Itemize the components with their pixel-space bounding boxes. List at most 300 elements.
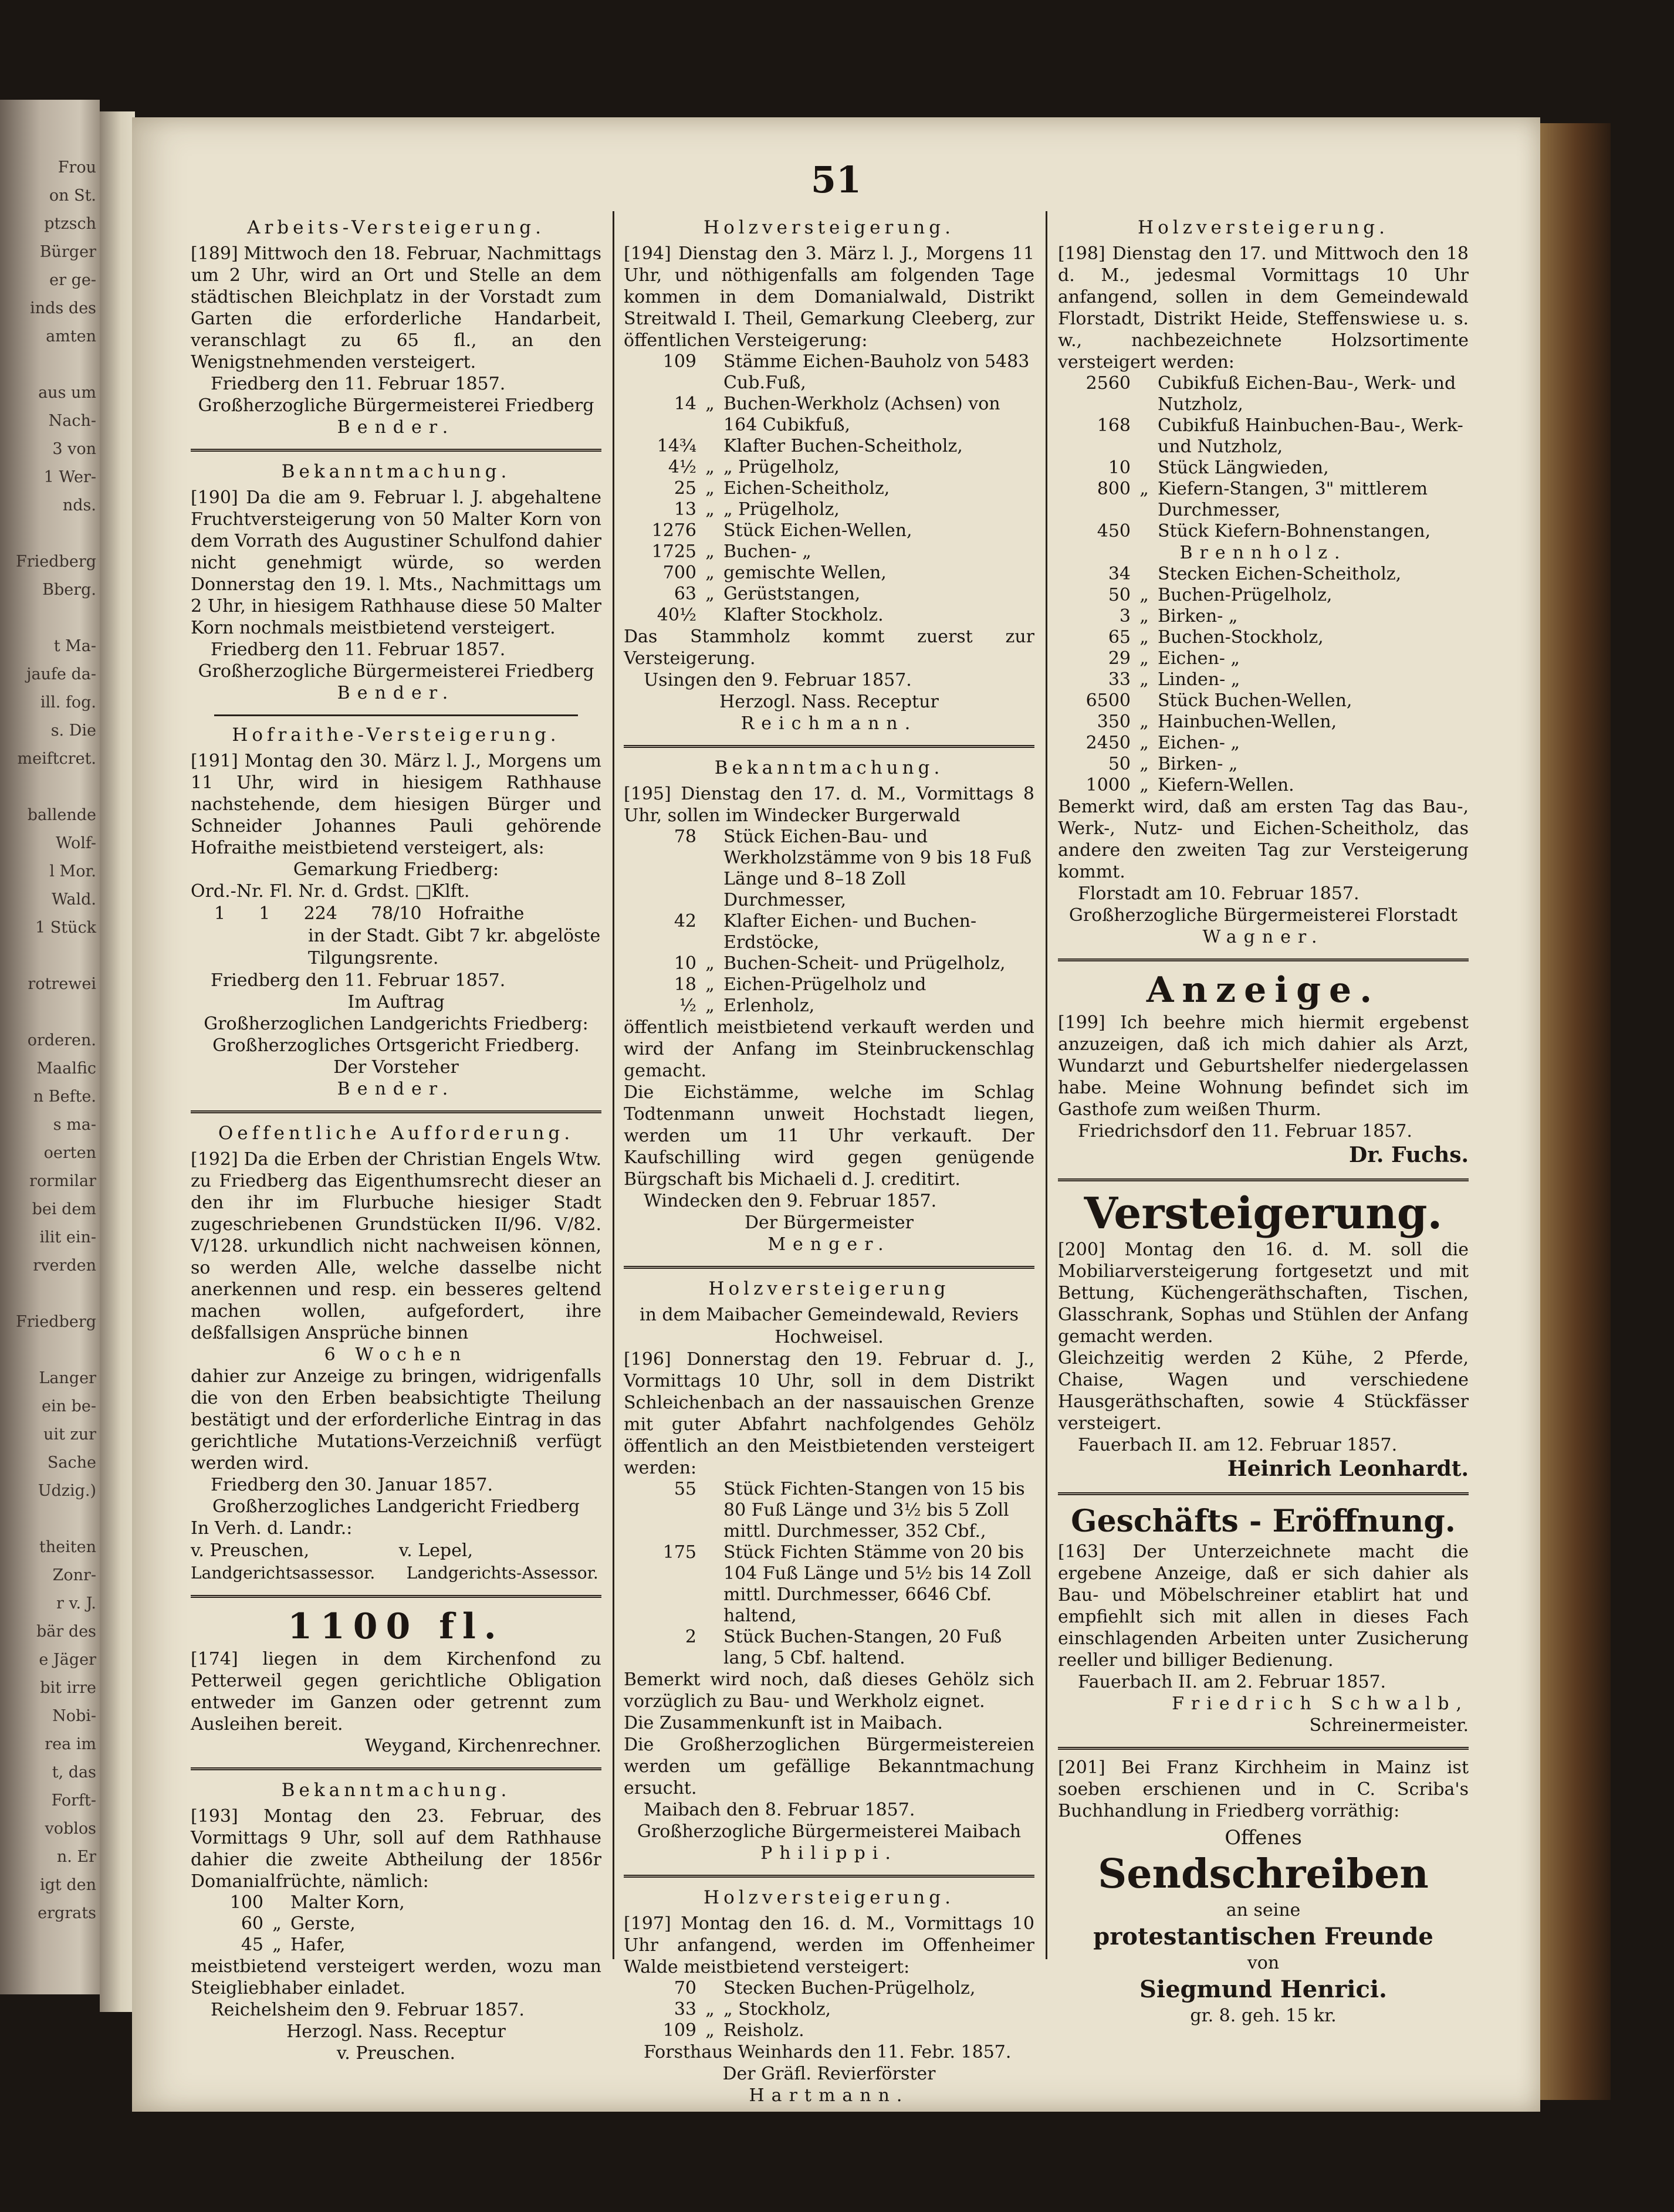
left-page-text-fragment: t Ma- bbox=[53, 637, 96, 655]
item-description: Hafer, bbox=[290, 1935, 346, 1955]
notice-text: Bemerkt wird noch, daß dieses Gehölz sich vorzüglich zu Bau- und Werkholz eignet. bbox=[624, 1669, 1034, 1712]
newspaper-page bbox=[132, 117, 1540, 2112]
list-item bbox=[1058, 733, 1469, 754]
book-spine bbox=[100, 111, 135, 2012]
notice-place-date: Friedberg den 30. Januar 1857. bbox=[211, 1475, 493, 1495]
left-page-text-fragment: Wolf- bbox=[56, 834, 96, 852]
left-page-text-fragment: Friedberg bbox=[16, 1313, 96, 1331]
list-item bbox=[1058, 690, 1469, 712]
left-page-text-fragment: bär des bbox=[36, 1622, 96, 1641]
left-page-text-fragment: ballende bbox=[27, 806, 96, 824]
item-ditto: „ bbox=[705, 995, 715, 1016]
page-number: 51 bbox=[810, 158, 862, 201]
item-list bbox=[624, 826, 1034, 1017]
list-item bbox=[624, 995, 1034, 1017]
item-ditto: „ bbox=[272, 1935, 282, 1955]
left-page-text-fragment: Friedberg bbox=[16, 553, 96, 571]
separator bbox=[1058, 1178, 1469, 1181]
item-ditto: „ bbox=[705, 584, 715, 604]
left-page-text-fragment: inds des bbox=[30, 299, 96, 317]
item-quantity: 60 bbox=[241, 1913, 263, 1934]
list-item bbox=[1058, 606, 1469, 627]
left-page-text-fragment: Frou bbox=[58, 158, 96, 177]
item-ditto: „ bbox=[705, 1999, 715, 2020]
item-quantity: 78 bbox=[674, 826, 696, 847]
item-quantity: 2560 bbox=[1085, 373, 1131, 394]
notice-gemarkung: Gemarkung Friedberg: bbox=[293, 859, 499, 880]
item-ditto bbox=[1133, 564, 1155, 585]
item-description: Stück Eichen-Bau- und Werkholzstämme von 9 bis 18 Fuß Länge und 8–18 Zoll Durchmesser, bbox=[723, 826, 1032, 910]
notice-heading: Bekanntmachung. bbox=[281, 461, 511, 482]
list-item bbox=[624, 911, 1034, 953]
item-ditto bbox=[1133, 415, 1155, 458]
column-1 bbox=[191, 211, 601, 2075]
item-ditto: „ bbox=[705, 394, 715, 414]
item-ditto bbox=[699, 826, 721, 911]
separator bbox=[191, 1767, 601, 1770]
left-page-text-fragment: rormilar bbox=[29, 1172, 96, 1190]
list-item bbox=[624, 499, 1034, 520]
column-3 bbox=[1058, 211, 1469, 2038]
left-page-text-fragment: Udzig.) bbox=[38, 1482, 96, 1500]
item-description: Buchen-Stockholz, bbox=[1158, 627, 1324, 648]
notice-201 bbox=[1058, 1757, 1469, 2027]
notice-heading: Bekanntmachung. bbox=[714, 757, 944, 778]
left-page-text-fragment: bei dem bbox=[32, 1200, 96, 1218]
list-item bbox=[1058, 458, 1469, 479]
list-item bbox=[1058, 712, 1469, 733]
item-quantity: 29 bbox=[1108, 648, 1131, 669]
notice-195 bbox=[624, 755, 1034, 1255]
notice-200 bbox=[1058, 1188, 1469, 1482]
left-page-text-fragment: ilit ein- bbox=[39, 1228, 96, 1246]
notice-heading: Anzeige. bbox=[1146, 970, 1381, 1011]
left-page-text-fragment: on St. bbox=[49, 187, 96, 205]
list-item bbox=[1058, 479, 1469, 521]
notice-199 bbox=[1058, 968, 1469, 1168]
item-description: Kiefern-Wellen. bbox=[1158, 775, 1294, 795]
book-subtitle: protestantischen Freunde bbox=[1093, 1923, 1433, 1950]
item-quantity: 2 bbox=[685, 1627, 696, 1647]
item-ditto bbox=[699, 1978, 721, 1999]
item-ditto: „ bbox=[705, 499, 715, 520]
book-title-line: von bbox=[1247, 1953, 1280, 1973]
item-list bbox=[1058, 564, 1469, 796]
item-description: Stück Buchen-Wellen, bbox=[1158, 690, 1352, 711]
item-description: Stück Längwieden, bbox=[1158, 458, 1329, 478]
separator bbox=[191, 1595, 601, 1598]
item-description: Stück Fichten Stämme von 20 bis 104 Fuß Länge und 5½ bis 14 Zoll mittl. Durchmesser, 6646 Cbf. haltend, bbox=[723, 1542, 1032, 1626]
list-item bbox=[624, 563, 1034, 584]
notice-189 bbox=[191, 215, 601, 438]
item-ditto bbox=[699, 1627, 721, 1669]
notice-heading: Geschäfts - Eröffnung. bbox=[1071, 1503, 1456, 1539]
list-item bbox=[191, 1913, 601, 1935]
notice-heading: Bekanntmachung. bbox=[281, 1780, 511, 1801]
notice-text: dahier zur Anzeige zu bringen, widrigenfalls die von den Erben beabsichtigte Theilung bestätigt und der erforderliche Eintrag in das gerichtliche Mutations-Verzeichniß verfügt werden wird. bbox=[191, 1366, 601, 1473]
left-page-text-fragment: er ge- bbox=[49, 271, 96, 289]
separator bbox=[624, 1266, 1034, 1269]
item-ditto: „ bbox=[705, 541, 715, 562]
item-quantity: 1725 bbox=[651, 541, 696, 562]
book-price: gr. 8. geh. 15 kr. bbox=[1190, 2006, 1337, 2026]
left-page-text-fragment: s ma- bbox=[53, 1116, 96, 1134]
item-description: Eichen- „ bbox=[1158, 733, 1240, 753]
item-description: Klafter Stockholz. bbox=[723, 605, 884, 625]
column-rule bbox=[1046, 211, 1047, 1959]
notice-signature: Großherzogliches Landgericht Friedberg bbox=[212, 1496, 580, 1517]
item-description: Stück Kiefern-Bohnenstangen, bbox=[1158, 521, 1431, 541]
book-title-line: an seine bbox=[1226, 1900, 1301, 1920]
notice-text: [195] Dienstag den 17. d. M., Vormittags 8 Uhr, sollen im Windecker Burgerwald bbox=[624, 784, 1034, 826]
item-description: „ Stockholz, bbox=[723, 1999, 831, 2020]
notice-deadline: 6 Wochen bbox=[324, 1344, 468, 1365]
notice-174 bbox=[191, 1605, 601, 1757]
notice-place-date: Forsthaus Weinhards den 11. Febr. 1857. bbox=[644, 2042, 1012, 2062]
left-page-text-fragment: Maalfic bbox=[36, 1059, 96, 1078]
notice-text: [197] Montag den 16. d. M., Vormittags 10 Uhr anfangend, werden im Offenheimer Walde meistbietend versteigert: bbox=[624, 1913, 1034, 1977]
left-page-text-fragment: Forft- bbox=[51, 1791, 96, 1810]
item-quantity: 50 bbox=[1108, 754, 1131, 774]
separator bbox=[191, 1110, 601, 1113]
list-item bbox=[1058, 669, 1469, 690]
notice-heading: Holzversteigerung. bbox=[1138, 217, 1389, 238]
list-item bbox=[624, 351, 1034, 394]
notice-place-date: Windecken den 9. Februar 1857. bbox=[644, 1191, 937, 1211]
separator bbox=[1058, 958, 1469, 961]
item-ditto: „ bbox=[1139, 627, 1149, 648]
notice-signature: Großherzogliche Bürgermeisterei Friedberg bbox=[198, 661, 594, 682]
item-quantity: 100 bbox=[229, 1892, 263, 1913]
notice-heading: Oeffentliche Aufforderung. bbox=[218, 1123, 574, 1144]
item-ditto bbox=[1133, 690, 1155, 712]
notice-place-date: Maibach den 8. Februar 1857. bbox=[644, 1800, 915, 1820]
item-ditto: „ bbox=[1139, 712, 1149, 732]
item-ditto bbox=[699, 351, 721, 394]
item-quantity: 70 bbox=[674, 1978, 696, 1998]
list-item bbox=[1058, 415, 1469, 458]
item-description: Kiefern-Stangen, 3" mittlerem Durchmesser, bbox=[1158, 479, 1428, 520]
notice-subheading: Brennholz. bbox=[1179, 543, 1347, 563]
item-description: Eichen- „ bbox=[1158, 648, 1240, 669]
item-ditto: „ bbox=[1139, 585, 1149, 605]
notice-text: [194] Dienstag den 3. März l. J., Morgens 11 Uhr, und nöthigenfalls am folgenden Tage kommen in dem Domanialwald, Distrikt Streitwald I. Theil, Gemarkung Cleeberg, zur öffentlichen Versteigerung: bbox=[624, 243, 1034, 351]
list-item bbox=[1058, 627, 1469, 648]
notice-signature: Großherzogliche Bürgermeisterei Friedberg bbox=[198, 395, 594, 416]
item-description: Buchen-Werkholz (Achsen) von 164 Cubikfuß, bbox=[723, 394, 1000, 435]
item-quantity: 1276 bbox=[651, 520, 696, 541]
notice-163 bbox=[1058, 1502, 1469, 1736]
item-ditto: „ bbox=[705, 563, 715, 583]
left-page-text-fragment: aus um bbox=[38, 384, 96, 402]
notice-place-date: Reichelsheim den 9. Februar 1857. bbox=[211, 2000, 525, 2020]
left-page-text-fragment: s. Die bbox=[50, 721, 96, 740]
item-quantity: 450 bbox=[1097, 521, 1131, 541]
separator bbox=[624, 745, 1034, 748]
item-ditto: „ bbox=[705, 2020, 715, 2041]
item-description: Malter Korn, bbox=[290, 1892, 405, 1913]
book-title: Sendschreiben bbox=[1098, 1851, 1429, 1898]
notice-text: [198] Dienstag den 17. und Mittwoch den 18 d. M., jedesmal Vormittags 10 Uhr anfangend, sollen in dem Gemeindewald Florstadt, Distrikt Heide, Steffenswiese u. s. w., nachbezeichnete Holzsortimente versteigert werden: bbox=[1058, 243, 1469, 372]
item-ditto bbox=[699, 605, 721, 626]
item-quantity: 55 bbox=[674, 1479, 696, 1499]
left-page-text-fragment: rea im bbox=[45, 1735, 96, 1753]
item-description: Erlenholz, bbox=[723, 995, 815, 1016]
item-quantity: 350 bbox=[1097, 712, 1131, 732]
notice-signature-name: Reichmann. bbox=[740, 713, 918, 734]
notice-heading: Holzversteigerung bbox=[708, 1278, 950, 1299]
item-quantity: 175 bbox=[662, 1542, 696, 1563]
notice-heading: Arbeits-Versteigerung. bbox=[247, 217, 545, 238]
item-quantity: 1000 bbox=[1085, 775, 1131, 795]
notice-text: Die Zusammenkunft ist in Maibach. bbox=[624, 1713, 943, 1733]
list-item bbox=[624, 1978, 1034, 1999]
left-page-text-fragment: voblos bbox=[45, 1820, 96, 1838]
notice-193 bbox=[191, 1777, 601, 2064]
notice-197 bbox=[624, 1885, 1034, 2106]
left-page-text-fragment: Zonr- bbox=[52, 1566, 96, 1584]
item-quantity: 14 bbox=[674, 394, 696, 414]
list-item bbox=[624, 953, 1034, 974]
item-quantity: 13 bbox=[674, 499, 696, 520]
item-quantity: 33 bbox=[674, 1999, 696, 2020]
item-description: Eichen-Scheitholz, bbox=[723, 478, 890, 499]
item-ditto bbox=[1133, 373, 1155, 415]
notice-place-date: Friedrichsdorf den 11. Februar 1857. bbox=[1078, 1121, 1412, 1141]
list-item bbox=[624, 584, 1034, 605]
list-item bbox=[1058, 564, 1469, 585]
item-description: Reisholz. bbox=[723, 2020, 804, 2041]
notice-text: [174] liegen in dem Kirchenfond zu Petterweil gegen gerichtliche Obligation entweder im Ganzen oder getrennt zum Ausleihen bereit. bbox=[191, 1649, 601, 1735]
item-list bbox=[191, 1892, 601, 1956]
separator bbox=[624, 1875, 1034, 1878]
notice-194 bbox=[624, 215, 1034, 734]
notice-198 bbox=[1058, 215, 1469, 948]
left-page-text-fragment: l Mor. bbox=[49, 862, 96, 880]
notice-heading: Hofraithe-Versteigerung. bbox=[232, 724, 560, 746]
item-description: Buchen- „ bbox=[723, 541, 811, 562]
list-item bbox=[624, 394, 1034, 436]
notice-signature-title: Schreinermeister. bbox=[1309, 1715, 1469, 1736]
item-quantity: 25 bbox=[674, 478, 696, 499]
item-quantity: 14¾ bbox=[657, 436, 696, 456]
notice-signature: Der Vorsteher bbox=[333, 1057, 459, 1078]
notice-signature-name: Bender. bbox=[337, 1079, 455, 1099]
left-page-text-fragment: n. Er bbox=[56, 1848, 96, 1866]
notice-heading-amount: 1100 fl. bbox=[288, 1606, 505, 1647]
list-item bbox=[1058, 648, 1469, 669]
item-quantity: 65 bbox=[1108, 627, 1131, 648]
list-item bbox=[624, 520, 1034, 541]
item-quantity: 42 bbox=[674, 911, 696, 931]
left-page-text-fragment: Sache bbox=[47, 1454, 96, 1472]
notice-text: [190] Da die am 9. Februar l. J. abgehaltene Fruchtversteigerung von 50 Malter Korn von dem Vorrath des Augustiner Schulfond dahier nicht genehmigt würde, so werden Donnerstag den 19. l. Mts., Nachmittags um 2 Uhr, in hiesigem Rathhause diese 50 Malter Korn nochmals meistbietend versteigert. bbox=[191, 487, 601, 638]
notice-signature: Heinrich Leonhardt. bbox=[1227, 1456, 1469, 1481]
notice-signature-name: Wagner. bbox=[1202, 927, 1324, 947]
book-cover-edge bbox=[1540, 123, 1611, 2100]
parcel-table-row-note: in der Stadt. Gibt 7 kr. abgelöste Tilgungsrente. bbox=[308, 926, 601, 968]
item-quantity: 34 bbox=[1108, 564, 1131, 584]
item-ditto: „ bbox=[1139, 669, 1149, 690]
notice-signature-name: Bender. bbox=[337, 683, 455, 703]
notice-190 bbox=[191, 459, 601, 704]
item-quantity: 4½ bbox=[668, 457, 696, 477]
left-page-text-fragment: n Befte. bbox=[33, 1088, 96, 1106]
item-ditto: „ bbox=[1139, 479, 1149, 499]
separator bbox=[214, 714, 578, 716]
item-description: Stecken Buchen-Prügelholz, bbox=[723, 1978, 976, 1998]
notice-text: Das Stammholz kommt zuerst zur Versteigerung. bbox=[624, 626, 1034, 669]
item-description: Stück Eichen-Wellen, bbox=[723, 520, 912, 541]
item-ditto: „ bbox=[1139, 733, 1149, 753]
item-quantity: 50 bbox=[1108, 585, 1131, 605]
left-page-text-fragment: nds. bbox=[62, 496, 96, 514]
item-description: „ Prügelholz, bbox=[723, 457, 840, 477]
parcel-table-header: Ord.-Nr. Fl. Nr. d. Grdst. □Klft. bbox=[191, 881, 470, 902]
item-ditto: „ bbox=[705, 478, 715, 499]
left-page-text-fragment: Bberg. bbox=[42, 581, 96, 599]
notice-text: [189] Mittwoch den 18. Februar, Nachmittags um 2 Uhr, wird an Ort und Stelle an dem städtischen Bleichplatz in der Vorstadt zum Garten die erforderliche Handarbeit, veranschlagt zu 65 fl., an den Wenigstnehmenden versteigert. bbox=[191, 243, 601, 372]
notice-signature: Dr. Fuchs. bbox=[1349, 1143, 1469, 1167]
item-quantity: 109 bbox=[662, 351, 696, 372]
notice-text: [163] Der Unterzeichnete macht die ergebene Anzeige, daß er sich dahier als Bau- und Möbelschreiner etablirt hat und empfiehlt sich mit allen in dieses Fach einschlagenden Arbeiten unter Zusicherung reeller und billiger Bedienung. bbox=[1058, 1542, 1469, 1671]
left-page-text-fragment: Wald. bbox=[51, 890, 96, 909]
list-item bbox=[624, 605, 1034, 626]
notice-text: [201] Bei Franz Kirchheim in Mainz ist soeben erschienen und in C. Scriba's Buchhandlung in Friedberg vorräthig: bbox=[1058, 1757, 1469, 1821]
notice-signature-name: Menger. bbox=[767, 1234, 891, 1255]
item-description: Birken- „ bbox=[1158, 606, 1238, 626]
notice-signature-name: Bender. bbox=[337, 417, 455, 438]
item-description: „ Prügelholz, bbox=[723, 499, 840, 520]
notice-signature: Friedrich Schwalb, bbox=[1172, 1693, 1469, 1714]
list-item bbox=[624, 1627, 1034, 1669]
notice-signature: Großherzogliches Ortsgericht Friedberg. bbox=[212, 1035, 580, 1056]
column-2 bbox=[624, 211, 1034, 2117]
notice-signature: Weygand, Kirchenrechner. bbox=[364, 1736, 601, 1756]
left-page-text-fragment: orderen. bbox=[27, 1031, 96, 1049]
list-item bbox=[624, 541, 1034, 563]
item-ditto bbox=[266, 1892, 288, 1913]
item-description: Cubikfuß Eichen-Bau-, Werk- und Nutzholz, bbox=[1158, 373, 1456, 415]
notice-signature: v. Preuschen, v. Lepel, bbox=[191, 1540, 473, 1561]
item-description: Gerüststangen, bbox=[723, 584, 861, 604]
notice-subheading: in dem Maibacher Gemeindewald, Reviers Hochweisel. bbox=[639, 1305, 1019, 1347]
item-quantity: 33 bbox=[1108, 669, 1131, 690]
left-page-text-fragment: Nach- bbox=[48, 412, 96, 430]
notice-signature: In Verh. d. Landr.: bbox=[191, 1518, 353, 1539]
notice-text: [196] Donnerstag den 19. Februar d. J., Vormittags 10 Uhr, soll in dem Distrikt Schleichenbach an der nassauischen Grenze mit guter Abfahrt nachfolgendes Gehölz öffentlich an den Meistbietenden versteigert werden: bbox=[624, 1349, 1034, 1478]
notice-text: Die Großherzoglichen Bürgermeistereien werden um gefällige Bekanntmachung ersucht. bbox=[624, 1735, 1034, 1798]
left-page-text-fragment: Langer bbox=[39, 1369, 96, 1387]
list-item bbox=[624, 1999, 1034, 2020]
item-description: Klafter Buchen-Scheitholz, bbox=[723, 436, 963, 456]
left-page-text-fragment: ein be- bbox=[42, 1397, 96, 1415]
parcel-table-row: 1 1 224 78/10 Hofraithe bbox=[214, 903, 525, 924]
item-quantity: 3 bbox=[1119, 606, 1131, 626]
left-page-text-fragment: meiftcret. bbox=[17, 750, 96, 768]
left-page-text-fragment: ill. fog. bbox=[40, 693, 96, 712]
book-author: Siegmund Henrici. bbox=[1139, 1976, 1387, 2003]
notice-place-date: Fauerbach II. am 2. Februar 1857. bbox=[1078, 1672, 1386, 1692]
item-ditto bbox=[1133, 521, 1155, 542]
notice-heading: Holzversteigerung. bbox=[704, 1887, 955, 1908]
notice-signature-name: Philippi. bbox=[760, 1843, 898, 1864]
separator bbox=[1058, 1747, 1469, 1750]
item-ditto: „ bbox=[1139, 775, 1149, 795]
left-page-edge bbox=[0, 100, 100, 1994]
item-quantity: 2450 bbox=[1085, 733, 1131, 753]
item-quantity: 45 bbox=[241, 1935, 263, 1955]
item-description: Stück Buchen-Stangen, 20 Fuß lang, 5 Cbf. haltend. bbox=[723, 1627, 1002, 1668]
list-item bbox=[624, 974, 1034, 995]
item-description: Stämme Eichen-Bauholz von 5483 Cub.Fuß, bbox=[723, 351, 1030, 393]
left-page-text-fragment: rotrewei bbox=[28, 975, 96, 993]
left-page-text-fragment: theiten bbox=[39, 1538, 96, 1556]
list-item bbox=[624, 826, 1034, 911]
item-ditto bbox=[699, 1479, 721, 1542]
item-description: Hainbuchen-Wellen, bbox=[1158, 712, 1337, 732]
item-quantity: 168 bbox=[1097, 415, 1131, 436]
item-quantity: 10 bbox=[674, 953, 696, 974]
left-page-text-fragment: 1 Stück bbox=[35, 919, 96, 937]
left-page-text-fragment: igt den bbox=[39, 1876, 96, 1894]
notice-place-date: Fauerbach II. am 12. Februar 1857. bbox=[1078, 1435, 1398, 1455]
item-description: Klafter Eichen- und Buchen-Erdstöcke, bbox=[723, 911, 977, 953]
notice-text: [191] Montag den 30. März l. J., Morgens um 11 Uhr, wird in hiesigem Rathhause nachstehende, dem hiesigen Bürger und Schneider Johannes Pauli gehörende Hofraithe meistbietend versteigert, als: bbox=[191, 751, 601, 858]
item-list bbox=[624, 351, 1034, 626]
separator bbox=[191, 449, 601, 452]
item-description: Gerste, bbox=[290, 1913, 356, 1934]
notice-signature: Großherzogliche Bürgermeisterei Maibach bbox=[637, 1821, 1022, 1842]
left-page-text-fragment: t, das bbox=[52, 1763, 96, 1781]
item-description: Stecken Eichen-Scheitholz, bbox=[1158, 564, 1402, 584]
notice-signature: Der Gräfl. Revierförster bbox=[722, 2064, 936, 2084]
item-quantity: ½ bbox=[679, 995, 696, 1016]
left-page-text-fragment: jaufe da- bbox=[26, 665, 96, 683]
item-description: Eichen-Prügelholz und bbox=[723, 974, 926, 995]
item-description: Linden- „ bbox=[1158, 669, 1240, 690]
notice-text: [200] Montag den 16. d. M. soll die Mobiliarversteigerung fortgesetzt und mit Bettung, Küchengeräthschaften, Tischen, Glasschrank, Sophas und Stühlen der Anfang gemacht werden. bbox=[1058, 1239, 1469, 1347]
notice-text: Die Eichstämme, welche im Schlag Todtenmann unweit Hochstadt liegen, werden um 11 Uhr verkauft. Der Kaufschilling wird gegen genügende Bürgschaft bis Michaeli d. J. creditirt. bbox=[624, 1082, 1034, 1190]
item-quantity: 109 bbox=[662, 2020, 696, 2041]
list-item bbox=[624, 457, 1034, 478]
list-item bbox=[1058, 373, 1469, 415]
list-item bbox=[624, 2020, 1034, 2041]
notice-signature: Herzogl. Nass. Receptur bbox=[719, 692, 939, 712]
notice-place-date: Florstadt am 10. Februar 1857. bbox=[1078, 883, 1360, 904]
left-page-text-fragment: ptzsch bbox=[44, 215, 96, 233]
list-item bbox=[624, 1542, 1034, 1627]
left-page-text-fragment: amten bbox=[46, 327, 96, 345]
item-description: Birken- „ bbox=[1158, 754, 1238, 774]
notice-signature: Großherzoglichen Landgerichts Friedberg: bbox=[204, 1014, 589, 1034]
item-ditto bbox=[699, 1542, 721, 1627]
left-page-text-fragment: Bürger bbox=[39, 243, 96, 261]
list-item bbox=[1058, 775, 1469, 796]
item-ditto bbox=[699, 911, 721, 953]
separator bbox=[1058, 1492, 1469, 1495]
item-ditto: „ bbox=[705, 457, 715, 477]
list-item bbox=[624, 436, 1034, 457]
item-description: Stück Fichten-Stangen von 15 bis 80 Fuß Länge und 3½ bis 5 Zoll mittl. Durchmesser, 352 Cbf., bbox=[723, 1479, 1025, 1542]
left-page-text-fragment: uit zur bbox=[43, 1425, 96, 1444]
item-ditto: „ bbox=[1139, 648, 1149, 669]
item-quantity: 40½ bbox=[657, 605, 696, 625]
item-ditto: „ bbox=[705, 974, 715, 995]
item-description: Buchen-Scheit- und Prügelholz, bbox=[723, 953, 1006, 974]
left-page-text-fragment: rverden bbox=[33, 1256, 96, 1275]
item-quantity: 800 bbox=[1097, 479, 1131, 499]
